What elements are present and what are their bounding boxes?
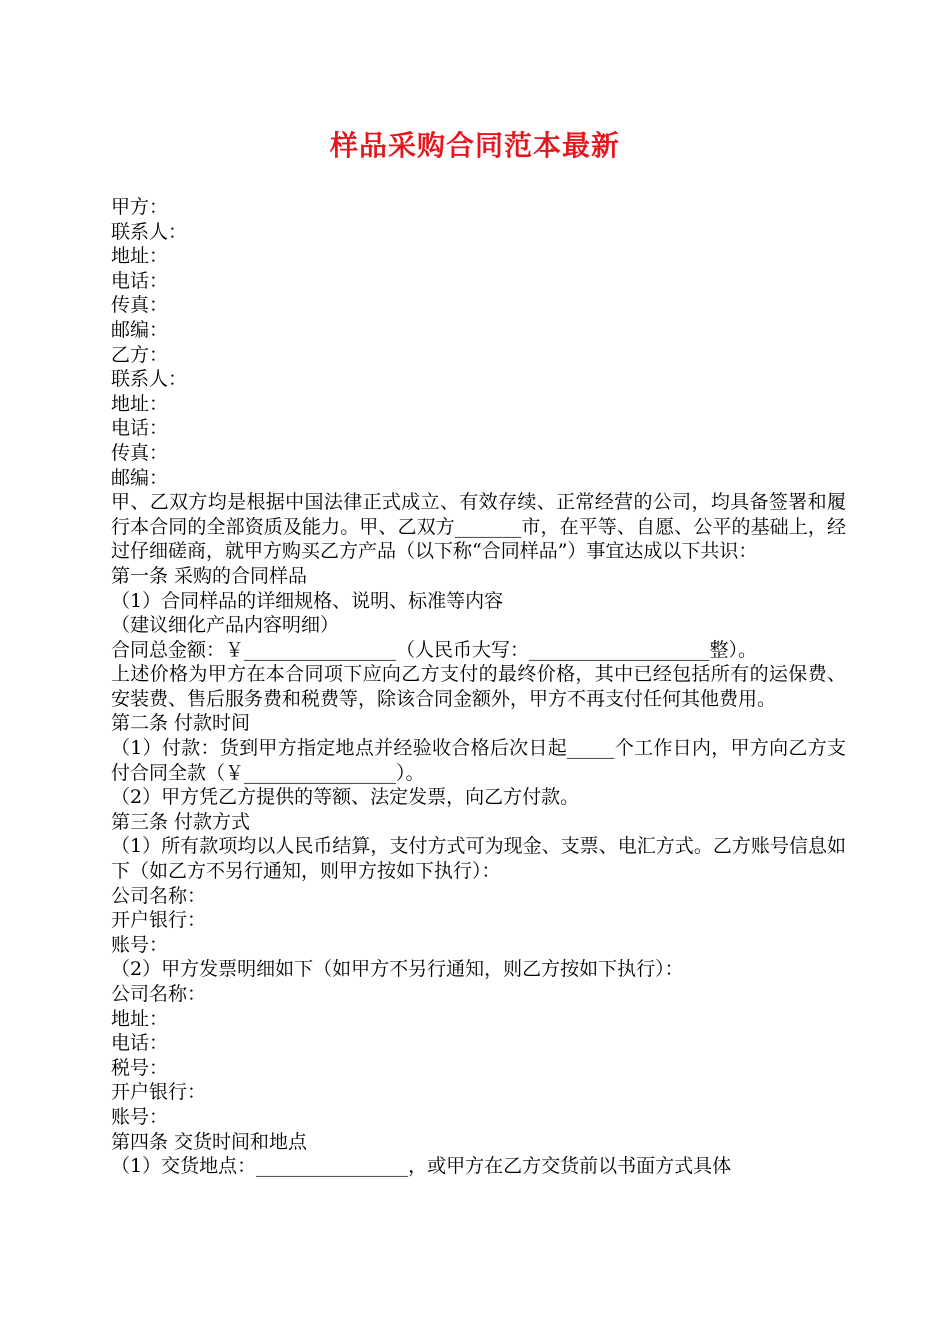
article-1-note: （建议细化产品内容明细） (111, 614, 340, 637)
party-b-fax: 传真： (111, 441, 169, 464)
article-2-item-1: （1）付款：货到甲方指定地点并经验收合格后次日起_____个工作日内，甲方向乙方支付合同全款（￥________________）。 (111, 737, 846, 784)
invoice-phone: 电话： (111, 1032, 169, 1055)
article-1-heading: 第一条 采购的合同样品 (111, 564, 308, 587)
party-a-label: 甲方： (111, 196, 169, 218)
article-3-item-1: （1）所有款项均以人民币结算，支付方式可为现金、支票、电汇方式。乙方账号信息如下（如乙方不另行通知，则甲方按如下执行）： (111, 835, 846, 883)
party-b-postcode: 邮编： (111, 466, 169, 489)
invoice-address: 地址： (111, 1007, 169, 1030)
party-b-address: 地址： (111, 392, 169, 415)
invoice-account-number: 账号： (111, 1105, 169, 1128)
article-1-item-1: （1）合同样品的详细规格、说明、标准等内容 (111, 589, 504, 612)
article-4-item-1: （1）交货地点：________________，或甲方在乙方交货前以书面方式具体 (111, 1155, 732, 1178)
article-1-paragraph: 上述价格为甲方在本合同项下应向乙方支付的最终价格，其中已经包括所有的运保费、安装费、售后服务费和税费等，除该合同金额外，甲方不再支付任何其他费用。 (111, 663, 846, 710)
party-a-phone: 电话： (111, 269, 169, 292)
document-body (111, 195, 846, 1179)
party-b-phone: 电话： (111, 417, 169, 440)
party-b-label: 乙方： (111, 343, 169, 366)
article-4-heading: 第四条 交货时间和地点 (111, 1130, 308, 1153)
invoice-company-name: 公司名称： (111, 983, 207, 1005)
party-a-fax: 传真： (111, 294, 169, 317)
party-a-address: 地址： (111, 245, 169, 268)
document-title: 样品采购合同范本最新 (329, 129, 620, 162)
intro-paragraph: 甲、乙双方均是根据中国法律正式成立、有效存续、正常经营的公司，均具备签署和履行本合同的全部资质及能力。甲、乙双方_______市，在平等、自愿、公平的基础上，经过仔细磋商，就甲方购买乙方产品（以下称“合同样品”）事宜达成以下共识： (111, 491, 846, 563)
invoice-tax-number: 税号： (111, 1056, 169, 1079)
invoice-bank: 开户银行： (111, 1081, 207, 1104)
party-b-contact: 联系人： (111, 368, 188, 391)
article-1-total-amount: 合同总金额：￥________________（人民币大写：___________________整）。 (111, 638, 758, 661)
article-3-item-2: （2）甲方发票明细如下（如甲方不另行通知，则乙方按如下执行）： (111, 958, 684, 981)
account-bank: 开户银行： (111, 909, 207, 932)
account-number: 账号： (111, 933, 169, 956)
article-3-heading: 第三条 付款方式 (111, 810, 251, 833)
party-a-contact: 联系人： (111, 220, 188, 243)
party-a-postcode: 邮编： (111, 318, 169, 341)
article-2-item-2: （2）甲方凭乙方提供的等额、法定发票，向乙方付款。 (111, 786, 580, 809)
account-company-name: 公司名称： (111, 884, 207, 907)
article-2-heading: 第二条 付款时间 (111, 712, 251, 735)
